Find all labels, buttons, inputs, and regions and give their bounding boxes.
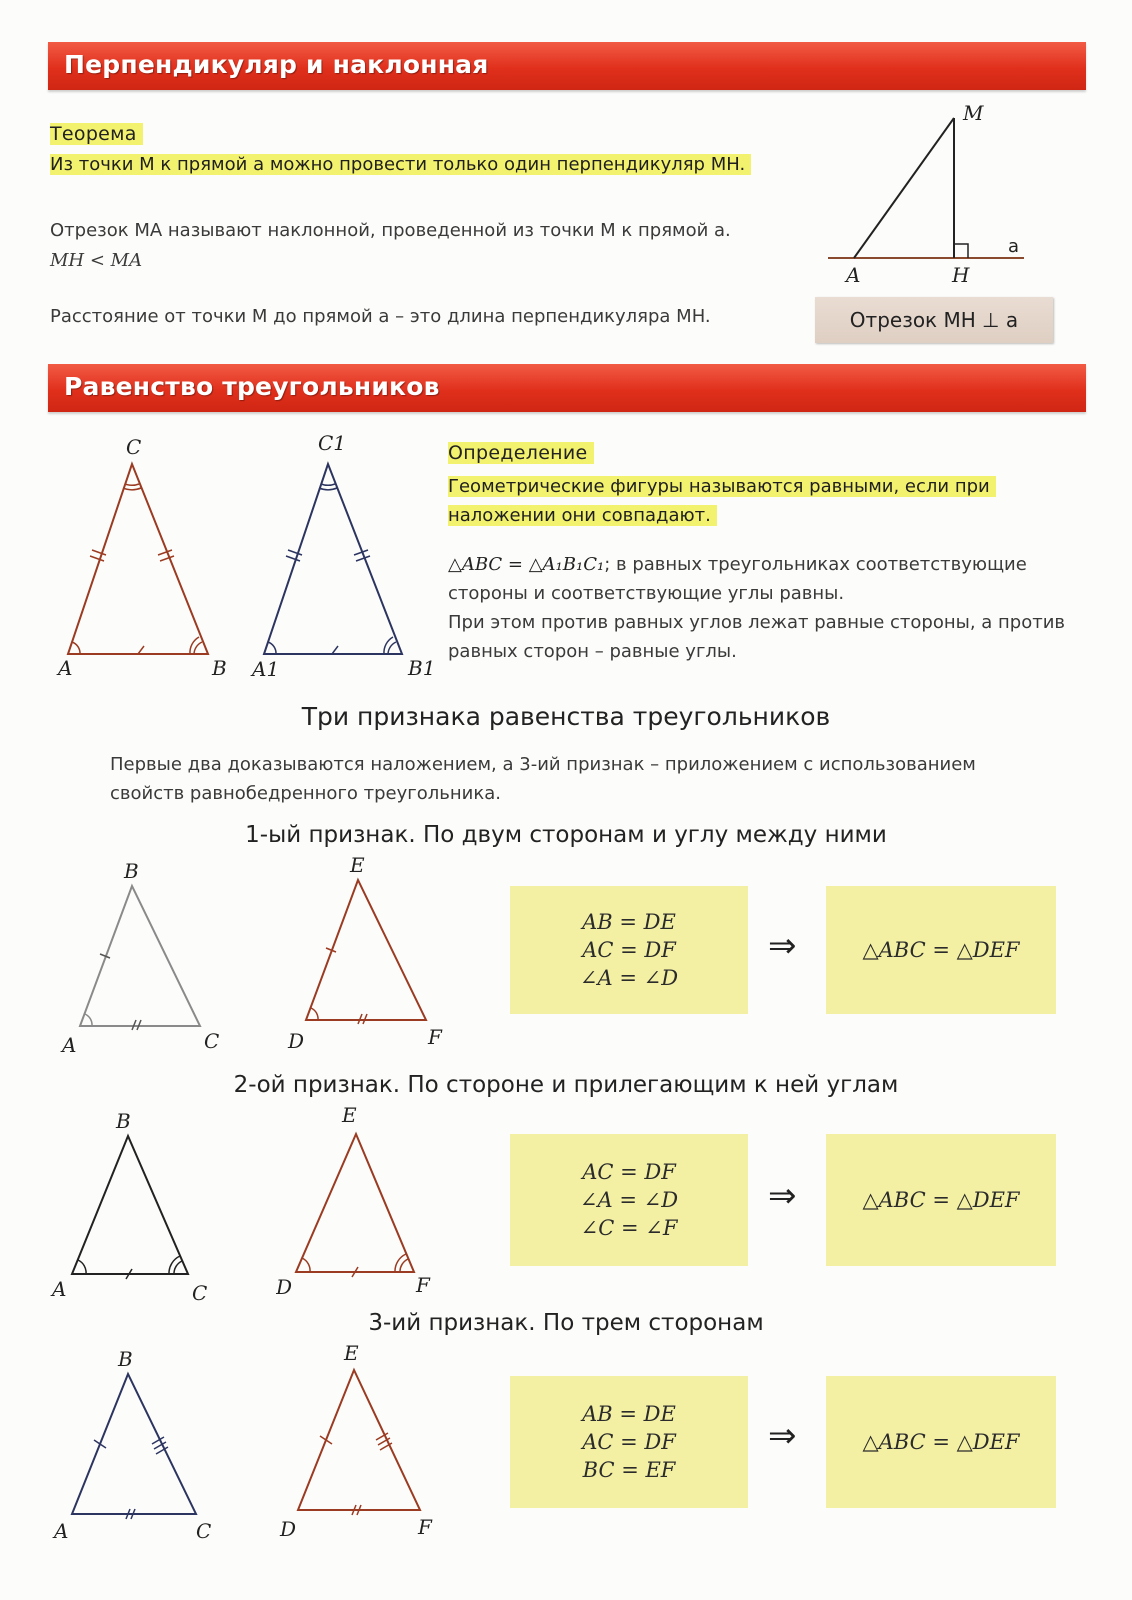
implies-arrow: ⇒ xyxy=(768,1416,797,1456)
perpendicular-figure xyxy=(820,100,1040,295)
sign2-conditions-box: AC = DF ∠A = ∠D ∠C = ∠F xyxy=(510,1134,748,1266)
segment-perpendicular-box: Отрезок MH ⊥ a xyxy=(815,297,1053,343)
sign2-result-box: △ABC = △DEF xyxy=(826,1134,1056,1266)
label-F: F xyxy=(428,1025,442,1049)
section-header-triangle-equality xyxy=(48,364,1086,412)
label-B: B xyxy=(124,859,139,883)
section-title: Перпендикуляр и наклонная xyxy=(64,50,489,79)
sign3-result-box: △ABC = △DEF xyxy=(826,1376,1056,1508)
label-A: A xyxy=(52,1277,67,1301)
sign1-conditions-box: AB = DE AC = DF ∠A = ∠D xyxy=(510,886,748,1014)
sign3-triangle-abc xyxy=(48,1344,248,1544)
slant-text: Отрезок MA называют наклонной, проведенной из точки M к прямой a. xyxy=(50,220,731,241)
slant-inequality: MH < MA xyxy=(50,250,143,271)
equal-notation: △ABC = △A₁B₁C₁ xyxy=(448,554,605,575)
sign1-triangle-abc xyxy=(50,858,250,1058)
label-E: E xyxy=(342,1103,357,1127)
label-C: C xyxy=(126,435,142,459)
label-A: A xyxy=(54,1519,69,1543)
label-E: E xyxy=(344,1341,359,1365)
definition-label: Определение xyxy=(448,442,594,464)
label-D: D xyxy=(276,1275,293,1299)
section-title: Равенство треугольников xyxy=(64,372,440,401)
sign1-triangle-def xyxy=(280,852,460,1052)
label-D: D xyxy=(280,1517,297,1540)
label-B: B xyxy=(118,1347,133,1371)
sign1-result-box: △ABC = △DEF xyxy=(826,886,1056,1014)
label-A1: A1 xyxy=(252,657,280,680)
signs-heading: Три признака равенства треугольников xyxy=(301,702,831,731)
label-C1: C1 xyxy=(318,431,347,455)
label-B1: B1 xyxy=(408,656,436,680)
label-C: C xyxy=(204,1029,220,1053)
implies-arrow: ⇒ xyxy=(768,1176,797,1216)
triangle-a1b1c1-figure xyxy=(250,430,440,680)
definition-text: Геометрические фигуры называются равными, если при наложении они совпадают. xyxy=(448,472,996,530)
label-M: M xyxy=(963,101,984,125)
right-angle-mark xyxy=(954,244,968,258)
sign2-title: 2-ой признак. По стороне и прилегающим к ней углам xyxy=(233,1072,899,1098)
triangle-abc-figure xyxy=(50,430,240,680)
sign3-title: 3-ий признак. По трем сторонам xyxy=(368,1310,764,1336)
label-A: A xyxy=(62,1033,77,1057)
label-A: A xyxy=(58,656,73,680)
sign1-title: 1-ый признак. По двум сторонам и углу между ними xyxy=(245,822,887,848)
theorem-text: Из точки M к прямой а можно провести только один перпендикуляр MH. xyxy=(50,154,751,175)
sign2-triangle-abc xyxy=(48,1106,248,1306)
label-C: C xyxy=(192,1281,208,1305)
label-A: A xyxy=(846,263,861,287)
sign3-triangle-def xyxy=(276,1340,456,1540)
equal-triangles-description: △ABC = △A₁B₁C₁; в равных треугольниках соответствующие стороны и соответствующие углы равны. При этом против равных углов лежат равные стороны, а против равных сторон – равные углы. xyxy=(448,554,1066,662)
triangle-abc xyxy=(68,464,208,654)
implies-arrow: ⇒ xyxy=(768,926,797,966)
label-B: B xyxy=(116,1109,131,1133)
theorem-label: Теорема xyxy=(50,123,143,145)
signs-intro: Первые два доказываются наложением, а 3-ий признак – приложением с использованием свойств равнобедренного треугольника. xyxy=(110,754,976,804)
label-E: E xyxy=(350,853,365,877)
label-F: F xyxy=(418,1515,432,1539)
triangle-a1b1c1 xyxy=(264,464,402,654)
label-D: D xyxy=(288,1029,305,1052)
slant-MA xyxy=(854,118,954,258)
label-a: a xyxy=(1008,236,1020,257)
label-B: B xyxy=(212,656,227,680)
section-header-perpendicular xyxy=(48,42,1086,90)
label-C: C xyxy=(196,1519,212,1543)
distance-text: Расстояние от точки M до прямой a – это длина перпендикуляра MH. xyxy=(50,306,711,327)
label-H: H xyxy=(952,263,970,287)
label-F: F xyxy=(416,1273,430,1297)
sign2-triangle-def xyxy=(276,1100,456,1300)
sign3-conditions-box: AB = DE AC = DF BC = EF xyxy=(510,1376,748,1508)
